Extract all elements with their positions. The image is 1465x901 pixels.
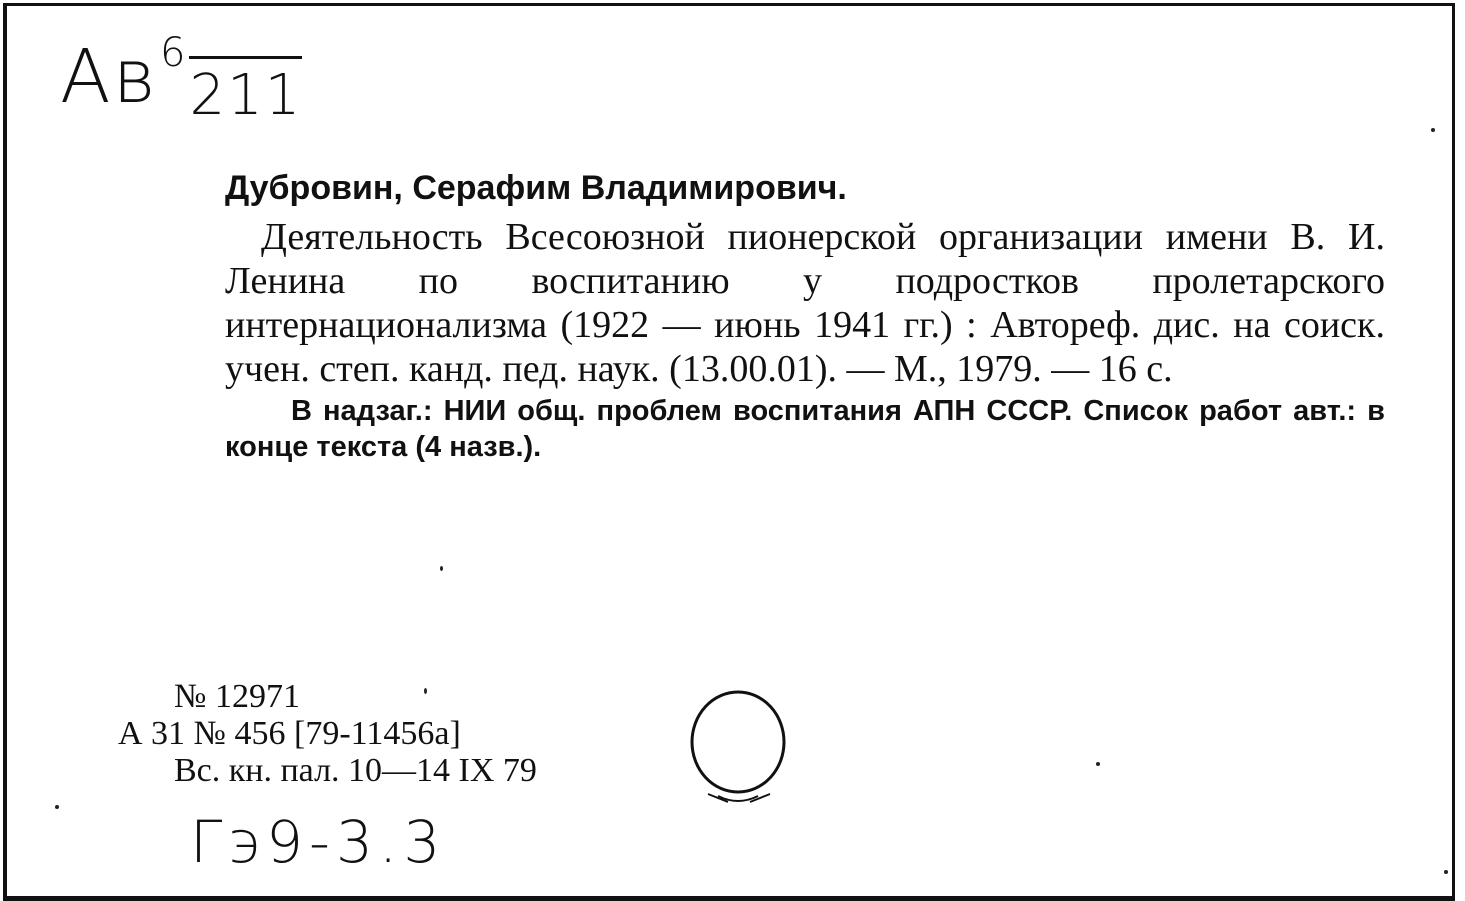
round-stamp-mark <box>688 684 798 814</box>
shelf-mark-subscript: 211 <box>189 56 302 128</box>
speck <box>440 566 443 571</box>
speck <box>55 805 59 809</box>
speck <box>1431 128 1435 132</box>
chamber-registry: Вс. кн. пал. 10—14 IX 79 <box>174 752 537 789</box>
entry-notes: В надзаг.: НИИ общ. проблем воспитания АПН СССР. Список работ авт.: в конце текста (4 назв.). <box>225 395 1385 463</box>
author-heading: Дубровин, Серафим Владимирович. <box>225 169 847 207</box>
speck <box>1096 762 1100 766</box>
shelf-mark-main: Ав <box>60 34 158 120</box>
bibliographic-entry <box>225 165 1385 465</box>
registry-code: А 31 № 456 [79-11456а] <box>118 715 461 752</box>
handwritten-classification: Гэ9-3.3 <box>190 808 447 876</box>
shelf-mark-superscript: 6 <box>159 30 188 76</box>
title-description: Деятельность Всесоюзной пионерской организации имени В. И. Ленина по воспитанию у подростков пролетарского интернационализма (1922 — июнь 1941 гг.) : Автореф. дис. на соиск. учен. степ. канд. пед. наук. (13.00.01). — М., 1979. — 16 с. <box>225 216 1385 390</box>
card-number: № 12971 <box>174 678 300 715</box>
imprint-block <box>118 678 537 789</box>
speck <box>1444 870 1448 874</box>
speck <box>424 688 427 694</box>
handwritten-shelf-mark <box>60 30 302 128</box>
